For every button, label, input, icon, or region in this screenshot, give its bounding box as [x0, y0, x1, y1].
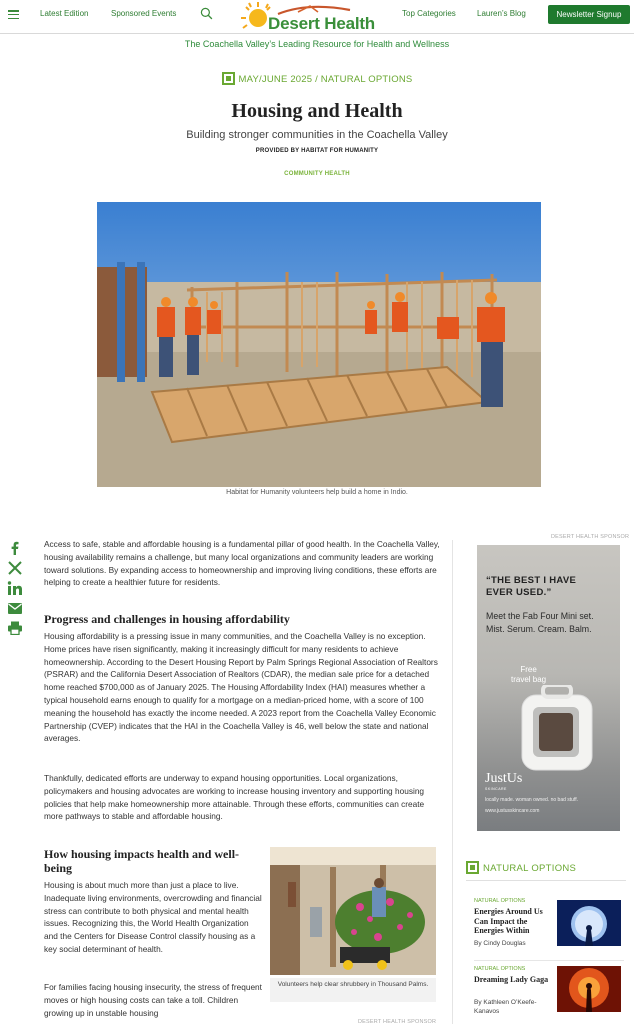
travel-bag-image	[517, 685, 597, 775]
top-navigation	[0, 0, 634, 34]
facebook-icon[interactable]	[7, 541, 23, 555]
sidebar-article-title[interactable]: Energies Around Us Can Impact the Energies Within	[474, 907, 543, 935]
sidebar-article[interactable]	[474, 966, 624, 1024]
desert-health-logo[interactable]	[238, 0, 378, 34]
logo-text: Desert Health	[268, 14, 375, 33]
justus-skincare-ad[interactable]	[477, 545, 620, 831]
issue-label: MAY/JUNE 2025 / NATURAL OPTIONS	[238, 74, 413, 85]
ad-free-travel-bag: Free travel bag	[511, 665, 547, 684]
page-title: Housing and Health	[231, 100, 403, 122]
volunteers-photo-caption: Volunteers help clear shrubbery in Thousand Palms.	[270, 978, 436, 1002]
hero-caption: Habitat for Humanity volunteers help build a home in Indio.	[226, 489, 408, 496]
families-paragraph: For families facing housing insecurity, the stress of frequent moves or high housing costs can take a toll. Children growing up in unstable housing	[44, 982, 262, 1018]
sidebar-article-category[interactable]: NATURAL OPTIONS	[474, 966, 526, 972]
sidebar-article-thumbnail[interactable]	[557, 966, 621, 1012]
linkedin-icon[interactable]	[7, 581, 23, 595]
page-subtitle: Building stronger communities in the Coachella Valley	[186, 129, 448, 141]
provided-by: PROVIDED BY HABITAT FOR HUMANITY	[255, 148, 379, 154]
heading-impacts: How housing impacts health and well-being	[44, 847, 240, 875]
natural-options-square-icon	[466, 861, 479, 874]
search-icon[interactable]	[200, 7, 213, 20]
issue-link[interactable]	[0, 72, 634, 85]
nav-top-categories[interactable]: Top Categories	[402, 9, 456, 18]
volunteers-photo	[270, 847, 436, 975]
x-icon[interactable]	[7, 561, 23, 575]
sidebar-article[interactable]	[474, 898, 624, 956]
ad-footer-tagline: locally made. woman owned. no bad stuff.	[485, 797, 579, 803]
sidebar-article-author: By Cindy Douglas	[474, 940, 526, 947]
sidebar-article-author: By Kathleen O’Keefe-Kanavos	[474, 999, 537, 1015]
impacts-paragraph: Housing is about much more than just a place to live. Inadequate living environments, overcrowding and financial stress can contribute to both physical and mental health issues. Recognizing this, the World Health Organization and the Centers for Disease Control classify housing as a key social determinant of health.	[44, 880, 262, 954]
nav-laurens-blog[interactable]: Lauren’s Blog	[477, 9, 526, 18]
natural-options-divider	[466, 880, 626, 881]
ad-website[interactable]: www.justusskincare.com	[485, 808, 540, 814]
progress-paragraph: Housing affordability is a pressing issue in many communities, and the Coachella Valley is no exception. Home prices have risen significantly, making it increasingly difficult for many residents to achieve homeownership. According to the Desert Housing Report by Palm Springs Regional Association of Realtors (PSRAR) and the California Desert Association of Realtors (CDAR), the median sale price for a detached home reached $700,000 as of January 2025. The Housing Affordability Index (HAI) measures whether a typical household earns enough to qualify for a mortgage on a median-priced home, with a score of 100 meaning the household has exactly the income needed. A 2023 report from the Coachella Valley Economic Partnership (CVEP) indicates that the HAI in the Coachella Valley is 46, well below the state and national averages.	[44, 631, 438, 744]
sidebar-article-thumbnail[interactable]	[557, 900, 621, 946]
print-icon[interactable]	[7, 621, 23, 635]
ad-brand: JustUs	[485, 771, 523, 786]
natural-options-heading[interactable]: NATURAL OPTIONS	[466, 861, 576, 874]
menu-icon[interactable]	[8, 10, 19, 19]
natural-options-square-icon	[222, 72, 235, 85]
sidebar-article-title[interactable]: Dreaming Lady Gaga	[474, 975, 549, 984]
intro-paragraph: Access to safe, stable and affordable housing is a fundamental pillar of good health. In the Coachella Valley, housing availability remains a challenge, but many local organizations and community leaders are working toward solutions. By expanding access to homeownership and improving living conditions, these efforts are helping to create a healthier future for residents.	[44, 539, 440, 588]
newsletter-signup-button[interactable]: Newsletter Signup	[548, 5, 630, 24]
email-icon[interactable]	[7, 601, 23, 615]
site-tagline: The Coachella Valley’s Leading Resource for Health and Wellness	[184, 39, 450, 49]
sidebar-divider	[452, 540, 453, 1024]
category-tag[interactable]: COMMUNITY HEALTH	[284, 171, 350, 177]
ad-subtext: Meet the Fab Four Mini set. Mist. Serum. Cream. Balm.	[486, 611, 594, 634]
nav-latest-edition[interactable]: Latest Edition	[40, 9, 89, 18]
sidebar-item-divider	[474, 960, 624, 961]
hero-image	[97, 202, 541, 487]
sidebar-article-category[interactable]: NATURAL OPTIONS	[474, 898, 526, 904]
ad-headline: “THE BEST I HAVE EVER USED.”	[486, 575, 577, 598]
sponsor-label: DESERT HEALTH SPONSOR	[551, 534, 630, 540]
bottom-sponsor-label: DESERT HEALTH SPONSOR	[358, 1019, 437, 1024]
thankfully-paragraph: Thankfully, dedicated efforts are underway to expand housing opportunities. Local organizations, policymakers and housing advocates are working to increase housing inventory and supporting housing policies that help make homeownership more attainable. Through these efforts, communities can create more pathways to stable and affordable housing.	[44, 773, 425, 822]
heading-progress: Progress and challenges in housing affordability	[44, 612, 290, 626]
ad-brand-sub: SKINCARE	[485, 787, 507, 791]
nav-sponsored-events[interactable]: Sponsored Events	[111, 9, 177, 18]
